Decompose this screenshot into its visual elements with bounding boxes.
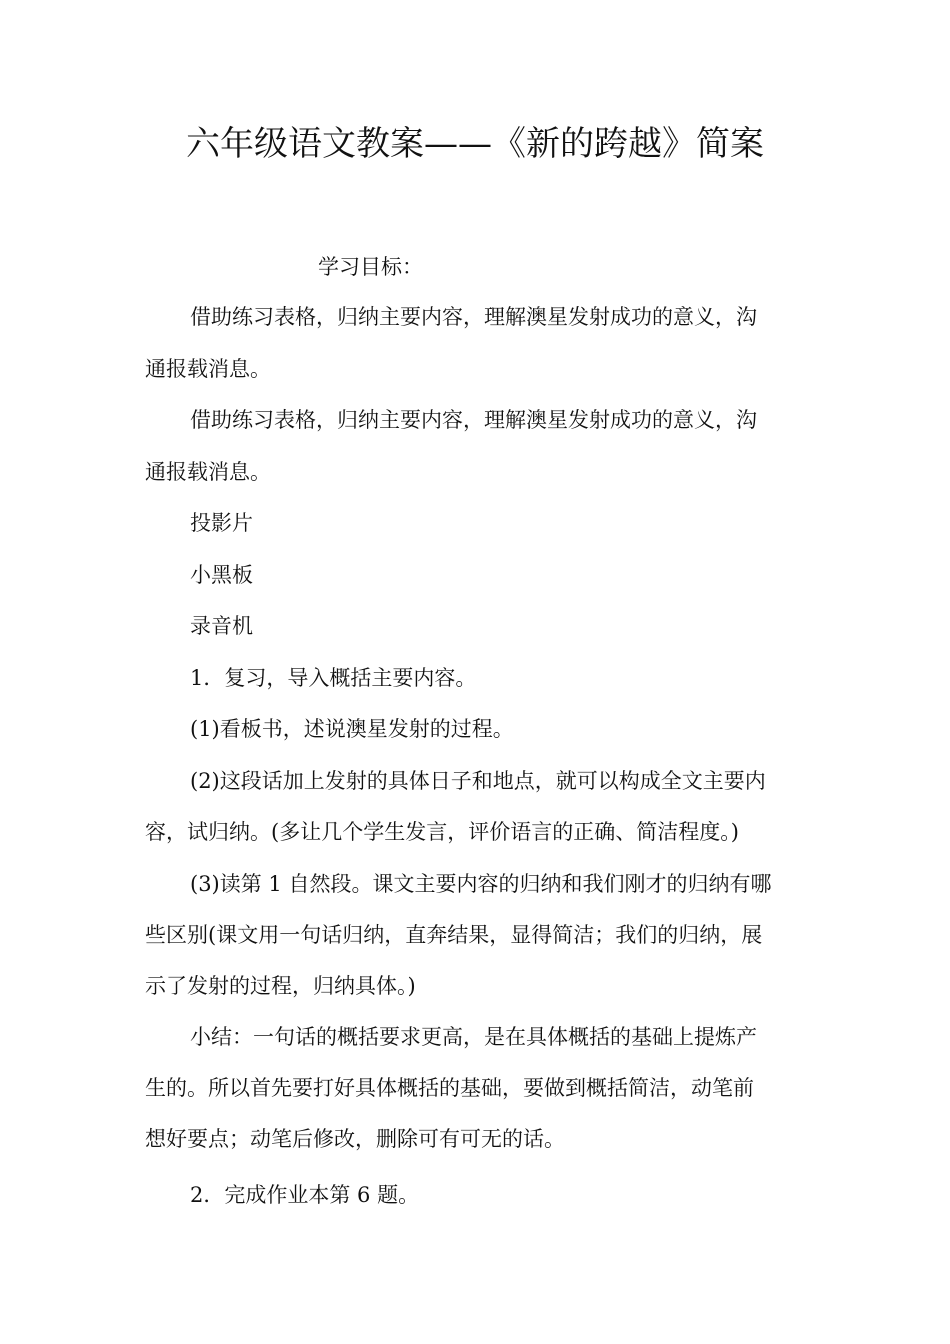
- summary-line: 生的。所以首先要打好具体概括的基础，要做到概括简洁，动笔前: [145, 1076, 754, 1100]
- paragraph-line: (1)看板书，述说澳星发射的过程。: [190, 717, 514, 741]
- paragraph-line: 通报载消息。: [145, 460, 271, 484]
- material-item: 小黑板: [190, 563, 253, 587]
- paragraph-line: 通报载消息。: [145, 357, 271, 381]
- document-title: 六年级语文教案——《新的跨越》简案: [186, 124, 764, 164]
- paragraph-line: 些区别(课文用一句话归纳，直奔结果，显得简洁；我们的归纳，展: [145, 923, 763, 947]
- step-heading: 1．复习，导入概括主要内容。: [190, 666, 477, 690]
- step-heading: 2．完成作业本第 6 题。: [190, 1183, 420, 1207]
- paragraph-line: (2)这段话加上发射的具体日子和地点，就可以构成全文主要内: [190, 769, 766, 793]
- paragraph-line: 容，试归纳。(多让几个学生发言，评价语言的正确、简洁程度。): [145, 820, 739, 844]
- paragraph-line: 示了发射的过程，归纳具体。): [145, 974, 416, 998]
- paragraph-line: 借助练习表格，归纳主要内容，理解澳星发射成功的意义，沟: [190, 408, 757, 432]
- paragraph-line: 借助练习表格，归纳主要内容，理解澳星发射成功的意义，沟: [190, 305, 757, 329]
- material-item: 录音机: [190, 614, 253, 638]
- paragraph-line: (3)读第 1 自然段。课文主要内容的归纳和我们刚才的归纳有哪: [190, 872, 772, 896]
- summary-line: 想好要点；动笔后修改，删除可有可无的话。: [145, 1127, 565, 1151]
- summary-line: 小结：一句话的概括要求更高，是在具体概括的基础上提炼产: [190, 1025, 757, 1049]
- section-heading-objectives: 学习目标：: [318, 255, 423, 279]
- material-item: 投影片: [190, 511, 253, 535]
